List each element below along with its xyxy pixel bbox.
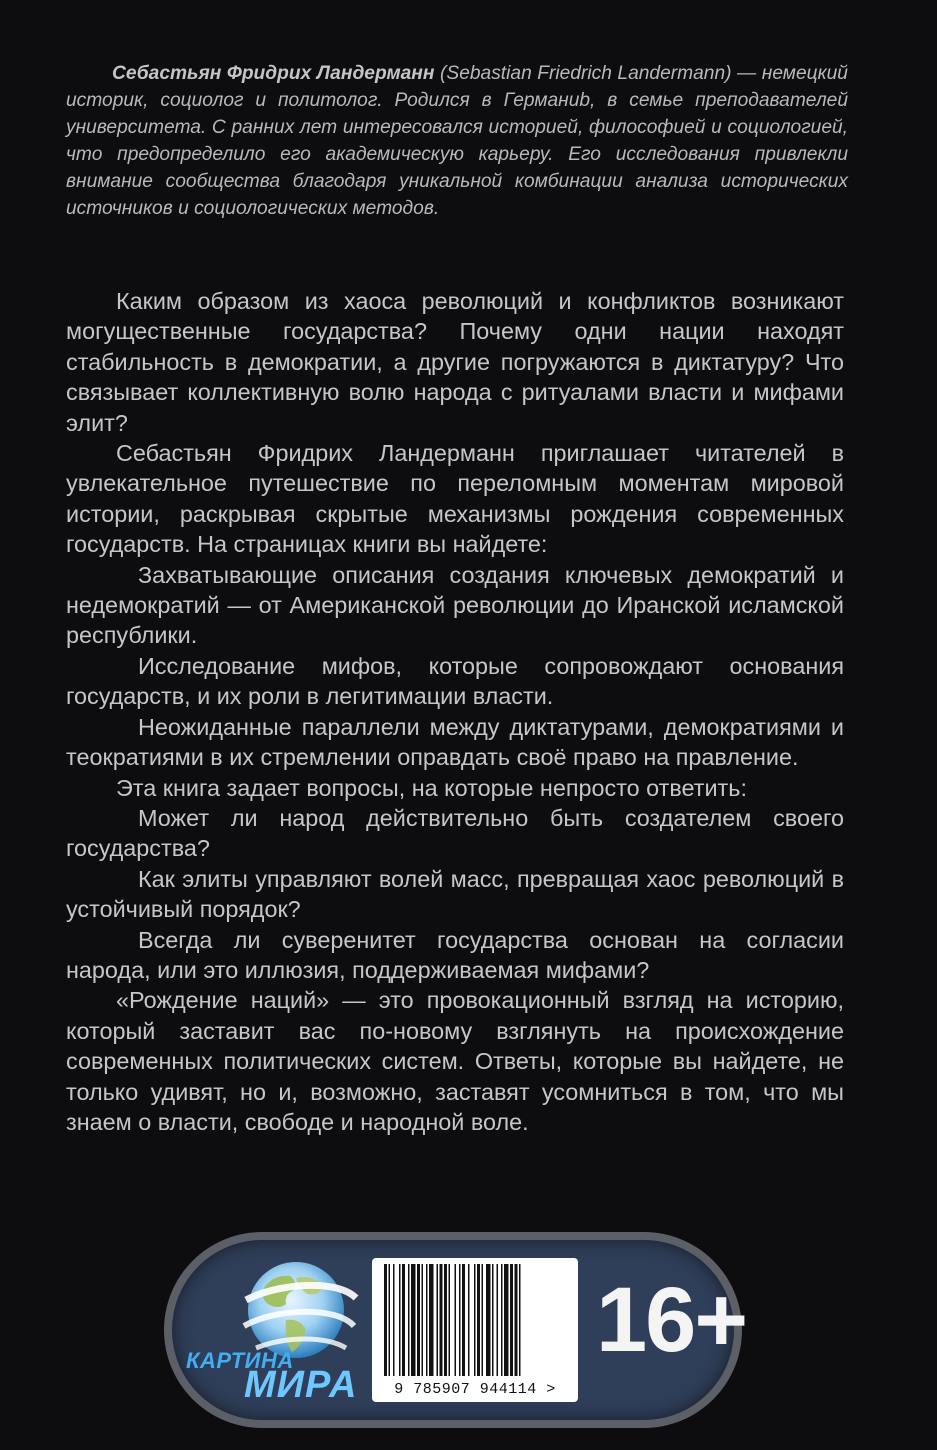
desc-paragraph-4: «Рождение наций» — это провокационный взгляд на историю, который заставит вас по-новому взглянуть на происхождение современных политических систем. Ответы, которые вы найдете, не только удивят, но и, возможно, заставят усомниться в том, что мы знаем о власти, свободе и народной воле. [66, 987, 844, 1135]
desc-list-item-2: Исследование мифов, которые сопровождают основания государств, и их роли в легитимации власти. [66, 652, 844, 710]
desc-list-item-1: Захватывающие описания создания ключевых демократий и недемократий — от Американской революции до Иранской исламской республики. [66, 561, 844, 649]
desc-list-item-3: Неожиданные параллели между диктатурами, демократиями и теократиями в их стремлении оправдать своё право на правление. [66, 713, 844, 771]
desc-paragraph-1: Каким образом из хаоса революций и конфликтов возникают могущественные государства? Почему одни нации находят стабильность в демократии, а другие погружаются в диктатуру? Что связывает коллективную волю народа с ритуалами власти и мифами элит? [66, 288, 844, 436]
desc-question-2: Как элиты управляют волей масс, превращая хаос революций в устойчивый порядок? [66, 865, 844, 923]
desc-question-3: Всегда ли суверенитет государства основан на согласии народа, или это иллюзия, поддерживаемая мифами? [66, 926, 844, 983]
author-name: Себастьян Фридрих Ландерманн [112, 63, 435, 84]
publisher-name-line1: КАРТИНА [186, 1348, 294, 1373]
desc-question-1: Может ли народ действительно быть создателем своего государства? [66, 804, 844, 862]
barcode [372, 1258, 578, 1402]
publisher-name-line2: МИРА [244, 1364, 358, 1406]
author-bio-text: (Sebastian Friedrich Landermann) — немецкий историк, социолог и политолог. Родился в Германиb, в семье преподавателей университета. С ранних лет интересовался историей, философией и социологией, что предопределило его академическую карьеру. Его исследования привлекли внимание сообщества благодаря уникальной комбинации анализа исторических источников и социологических методов. [66, 63, 848, 219]
barcode-bars [382, 1264, 568, 1376]
desc-paragraph-2: Себастьян Фридрих Ландерманн приглашает читателей в увлекательное путешествие по переломным моментам мировой истории, раскрывая скрытые механизмы рождения современных государств. На страницах книги вы найдете: [66, 440, 844, 558]
desc-paragraph-3: Эта книга задает вопросы, на которые непросто ответить: [116, 774, 747, 801]
age-rating: 16+ [596, 1269, 747, 1371]
author-bio [66, 60, 848, 222]
isbn-digits: 9 785907 944114 > [394, 1381, 556, 1398]
book-description [66, 286, 844, 1137]
